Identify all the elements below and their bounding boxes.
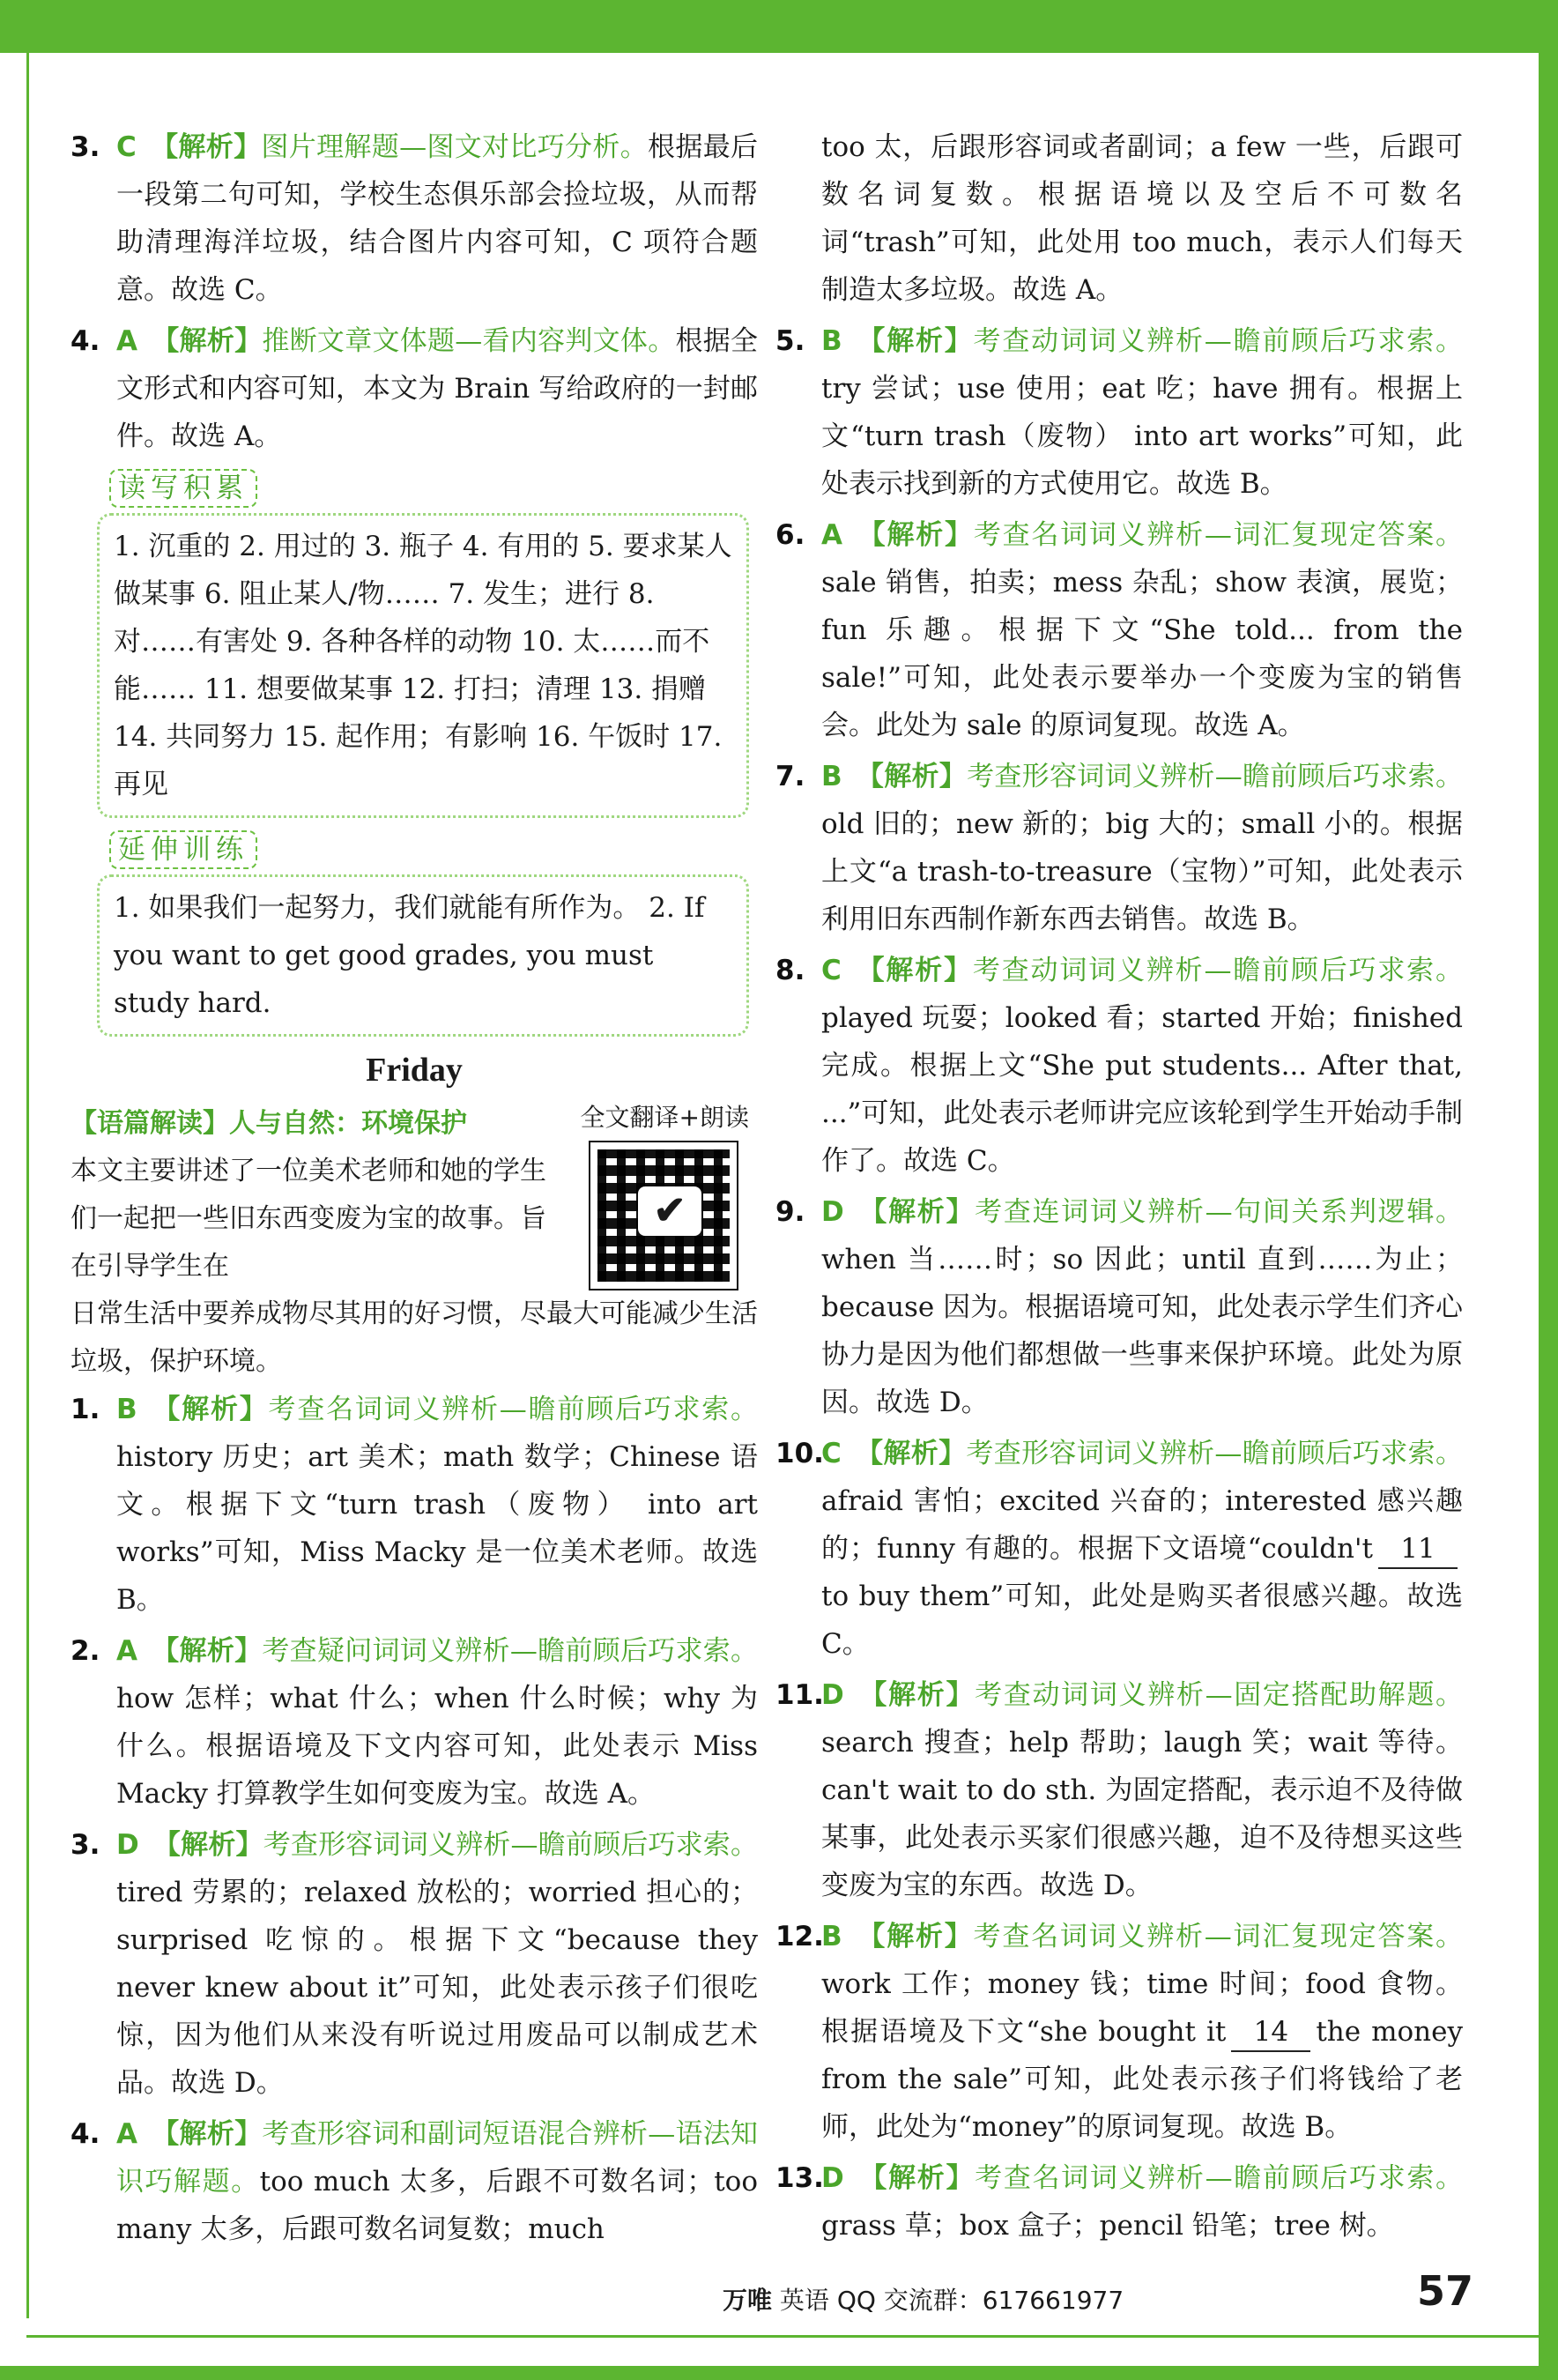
item-number: 5. [775,325,805,357]
answer-letter: D [821,2162,844,2194]
analysis-body: work 工作；money 钱；time 时间；food 食物。根据语境及下文“she bought it [821,1968,1463,2048]
analysis-body: sale 销售，拍卖；mess 杂乱；show 表演，展览；fun 乐趣。根据下文“She told... from the sale!”可知，此处表示要举办一个变废为宝的销售会。此处为 sale 的原词复现。故选 A。 [821,567,1463,741]
item-number: 8. [775,955,805,986]
analysis-type: 考查形容词词义辨析—瞻前顾后巧求索。 [967,761,1464,792]
answer-letter: A [116,2118,137,2150]
analysis-type: 考查形容词和副词短语混合辨析—语法知识巧解题。 [116,2118,759,2198]
top-frame-bar [0,0,1558,53]
analysis-tag: 【解析】 [856,325,974,357]
answer-letter: C [821,955,842,986]
left-column [70,123,758,2257]
answer-item [70,317,758,460]
passage-intro [70,1100,758,1386]
item-number: 2. [70,1635,100,1667]
analysis-body: try 尝试；use 使用；eat 吃；have 拥有。根据上文“turn trash（废物） into art works”可知，此处表示找到新的方式使用它。故选 B。 [821,373,1463,500]
answer-letter: D [821,1679,844,1711]
analysis-body: grass 草；box 盒子；pencil 铅笔；tree 树。 [821,2210,1394,2242]
analysis-type: 考查名词词义辨析—瞻前顾后巧求索。 [975,2162,1464,2194]
item-number: 13. [775,2162,824,2194]
analysis-type: 考查疑问词词义辨析—瞻前顾后巧求索。 [262,1635,759,1667]
right-frame-bar [1539,0,1558,2380]
answer-item [775,1188,1463,1426]
analysis-type: 考查形容词词义辨析—瞻前顾后巧求索。 [966,1438,1464,1469]
bottom-frame-line [26,2335,1542,2338]
item-number: 7. [775,761,805,792]
section-label: 【语篇解读】人与自然：环境保护 [70,1108,467,1139]
analysis-tag: 【解析】 [152,1635,263,1667]
reading-writing-text: 1. 沉重的 2. 用过的 3. 瓶子 4. 有用的 5. 要求某人做某事 6. 阻止某人/物…… 7. 发生；进行 8. 对……有害处 9. 各种各样的动物 10. 太……而不能…… 11. 想要做某事 12. 打扫；清理 13. 捐赠 14. 共同努力 15. 起作用；有影响 16. 午饭时 17. 再见 [114,531,732,800]
reading-writing-box [97,513,749,818]
answer-item [775,317,1463,508]
answer-item [775,753,1463,943]
item-number: 6. [775,519,805,551]
analysis-tag: 【解析】 [857,2162,976,2194]
answer-letter: B [821,325,842,357]
answer-item [70,1386,758,1624]
left-frame-line [26,53,29,2318]
intro-text-wide: 日常生活中要养成物尽其用的好习惯，尽最大可能减少生活垃圾，保护环境。 [70,1298,758,1377]
analysis-body-cont: to buy them”可知，此处是购买者很感兴趣。故选 C。 [821,1580,1463,1660]
analysis-tag: 【解析】 [151,1394,269,1425]
answer-letter: C [821,1438,842,1469]
analysis-tag: 【解析】 [150,131,262,163]
blank-number: 11 [1378,1530,1458,1569]
right-column [775,123,1463,2253]
answer-item [70,123,758,314]
answer-item [775,2154,1463,2250]
answer-item [775,1913,1463,2151]
answer-letter: A [116,325,137,357]
item-number: 3. [70,131,100,163]
page-footer [723,2281,1124,2317]
analysis-tag: 【解析】 [857,519,974,551]
answer-item [70,2110,758,2253]
extension-text: 1. 如果我们一起努力，我们就能有所作为。 2. If you want to get good grades, you must study hard. [114,892,705,1019]
item-number: 1. [70,1394,100,1425]
page-number: 57 [1417,2267,1474,2315]
answer-letter: D [116,1829,139,1861]
answer-item [70,1627,758,1818]
analysis-body-cont: the money from the sale”可知，此处表示孩子们将钱给了老师，此处为“money”的原词复现。故选 B。 [821,2016,1463,2143]
day-heading: Friday [366,1052,463,1089]
analysis-type: 考查名词词义辨析—词汇复现定答案。 [973,1921,1464,1952]
analysis-tag: 【解析】 [152,325,263,357]
analysis-tag: 【解析】 [857,1196,976,1228]
bottom-frame-bar [0,2366,1558,2380]
answer-letter: A [116,1635,137,1667]
extension-title: 延伸训练 [109,830,257,869]
answer-letter: A [821,519,842,551]
answer-letter: C [116,131,137,163]
analysis-body: 根据全文形式和内容可知，本文为 Brain 写给政府的一封邮件。故选 A。 [116,325,759,452]
item-number: 12. [775,1921,824,1952]
analysis-body: how 怎样；what 什么；when 什么时候；why 为什么。根据语境及下文内容可知，此处表示 Miss Macky 打算教学生如何变废为宝。故选 A。 [116,1683,758,1810]
analysis-tag: 【解析】 [856,761,968,792]
answer-letter: B [821,761,842,792]
item-number: 11. [775,1679,824,1711]
answer-item [775,511,1463,749]
reading-writing-title: 读写积累 [109,469,257,508]
analysis-type: 考查动词词义辨析—瞻前顾后巧求索。 [972,955,1464,986]
analysis-type: 图片理解题—图文对比巧分析。 [261,131,649,163]
brand-logo: 万唯 [723,2286,773,2315]
continuation-text: too 太，后跟形容词或者副词；a few 一些，后跟可数名词复数。根据语境以及空后不可数名词“trash”可知，此处用 too much，表示人们每天制造太多垃圾。故选 A。 [821,131,1463,306]
answer-letter: D [821,1196,844,1228]
analysis-type: 考查名词词义辨析—瞻前顾后巧求索。 [268,1394,759,1425]
item-number: 4. [70,2118,100,2150]
item-number: 9. [775,1196,805,1228]
analysis-tag: 【解析】 [857,1679,976,1711]
analysis-tag: 【解析】 [152,1829,263,1861]
analysis-body: afraid 害怕；excited 兴奋的；interested 感兴趣的；funny 有趣的。根据下文语境“couldn't [821,1485,1463,1565]
analysis-tag: 【解析】 [855,955,973,986]
analysis-type: 考查动词词义辨析—固定搭配助解题。 [975,1679,1464,1711]
answer-letter: B [821,1921,842,1952]
analysis-body: when 当……时；so 因此；until 直到……为止；because 因为。根据语境可知，此处表示学生们齐心协力是因为他们都想做一些事来保护环境。此处为原因。故选 D。 [821,1244,1463,1418]
analysis-body: too much 太多，后跟不可数名词；too many 太多，后跟可数名词复数；much [116,2166,758,2245]
qr-label: 全文翻译+朗读 [580,1103,749,1132]
analysis-type: 考查名词词义辨析—词汇复现定答案。 [973,519,1464,551]
answer-item [775,1430,1463,1668]
analysis-type: 考查形容词词义辨析—瞻前顾后巧求索。 [263,1829,759,1861]
analysis-body: tired 劳累的；relaxed 放松的；worried 担心的；surprised 吃惊的。根据下文“because they never knew about it”可知，此处表示孩子们很吃惊，因为他们从来没有听说过用废品可以制成艺术品。故选 D。 [116,1877,758,2099]
answer-item [775,1671,1463,1909]
analysis-type: 推断文章文体题—看内容判文体。 [262,325,676,357]
analysis-type: 考查动词词义辨析—瞻前顾后巧求索。 [973,325,1464,357]
item-number: 4. [70,325,100,357]
analysis-body: played 玩耍；looked 看；started 开始；finished 完成。根据上文“She put students... After that, ...”可知，此处表示老师讲完应该轮到学生开始动手制作了。故选 C。 [821,1002,1463,1177]
analysis-body: search 搜查；help 帮助；laugh 笑；wait 等待。can't wait to do sth. 为固定搭配，表示迫不及待做某事，此处表示买家们很感兴趣，迫不及待想买这些变废为宝的东西。故选 D。 [821,1727,1463,1901]
blank-number: 14 [1231,2013,1310,2052]
intro-text-narrow: 本文主要讲述了一位美术老师和她的学生们一起把一些旧东西变废为宝的故事。旨在引导学生在 [70,1156,546,1282]
extension-box [97,874,749,1037]
item-number: 10. [775,1438,824,1469]
analysis-type: 考查连词词义辨析—句间关系判逻辑。 [975,1196,1464,1228]
analysis-body: 根据最后一段第二句可知，学校生态俱乐部会捡垃圾，从而帮助清理海洋垃圾，结合图片内容可知，C 项符合题意。故选 C。 [116,131,759,306]
analysis-tag: 【解析】 [152,2118,263,2150]
answer-letter: B [116,1394,137,1425]
answer-item [775,947,1463,1185]
analysis-body: old 旧的；new 新的；big 大的；small 小的。根据上文“a trash-to-treasure（宝物）”可知，此处表示利用旧东西制作新东西去销售。故选 B。 [821,808,1463,935]
analysis-body: history 历史；art 美术；math 数学；Chinese 语文。根据下文“turn trash（废物） into art works”可知，Miss Macky 是一位美术老师。故选 B。 [116,1441,758,1616]
footer-text: 英语 QQ 交流群：617661977 [779,2286,1124,2315]
analysis-tag: 【解析】 [855,1438,967,1469]
answer-item [70,1821,758,2107]
analysis-tag: 【解析】 [856,1921,974,1952]
item-number: 3. [70,1829,100,1861]
check-icon: ✔ [638,1186,701,1236]
